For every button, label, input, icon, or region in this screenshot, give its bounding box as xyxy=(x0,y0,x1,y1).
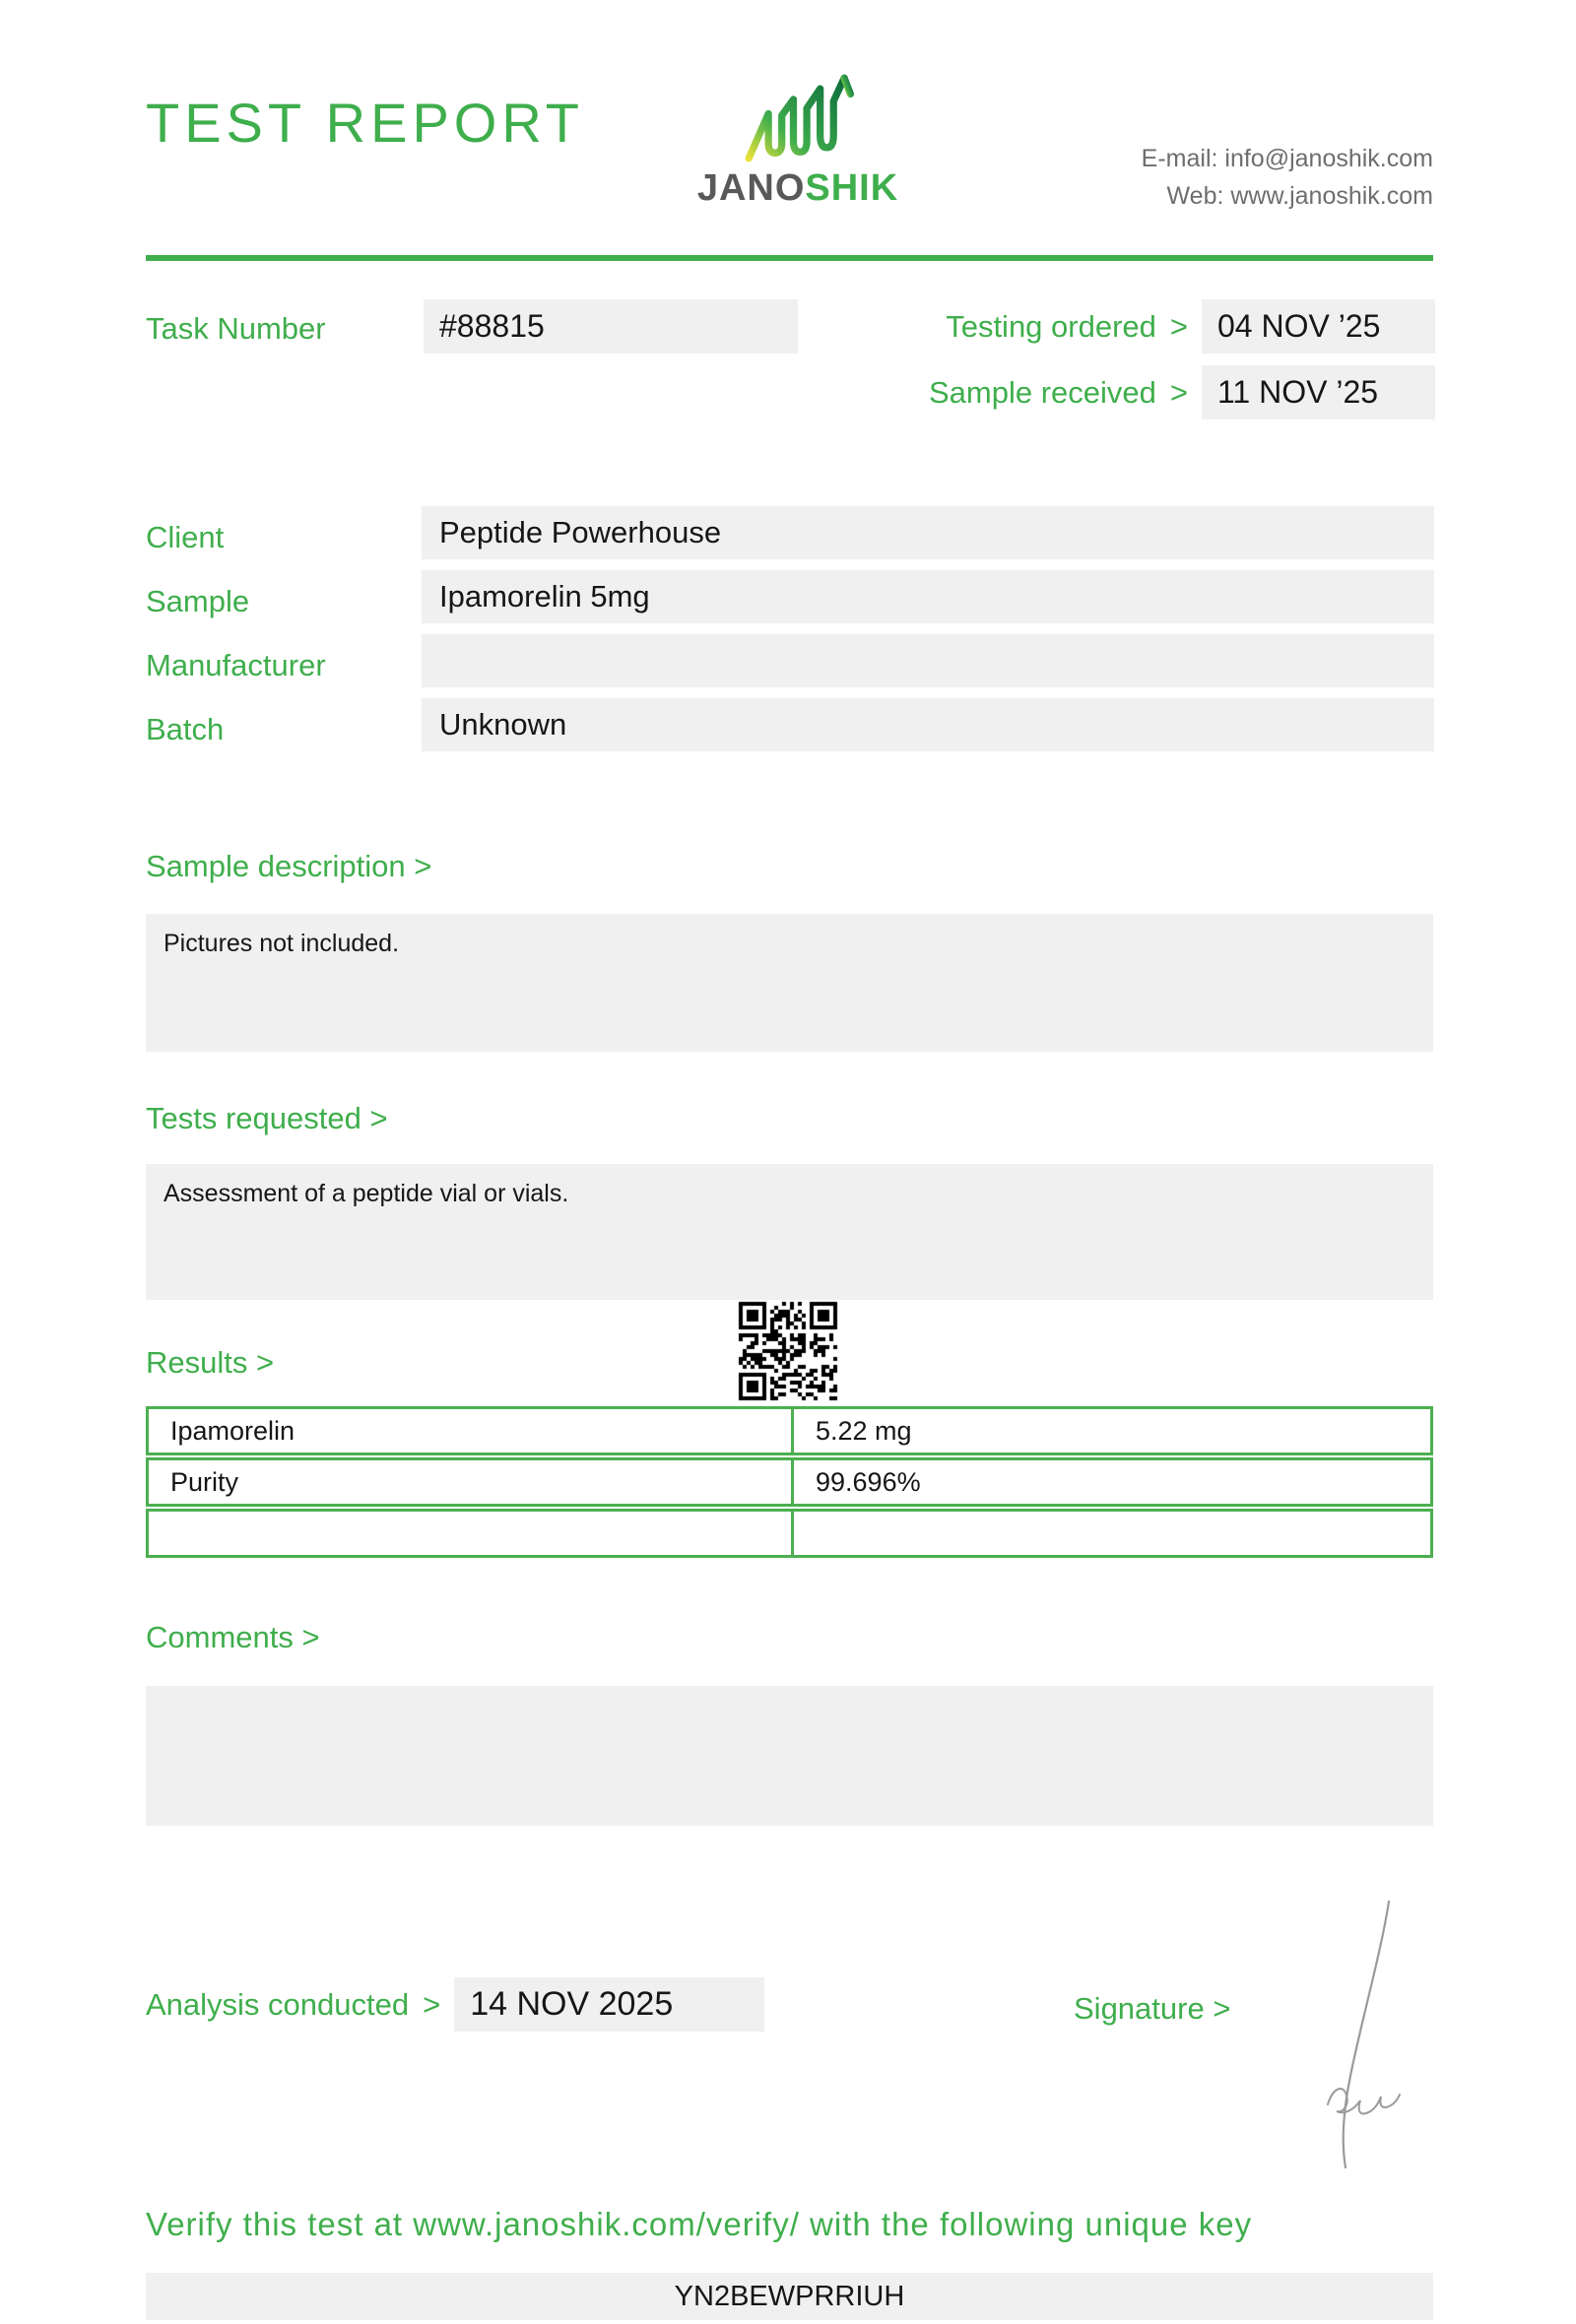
client-value: Peptide Powerhouse xyxy=(422,506,1434,559)
chevron-icon: > xyxy=(1169,374,1188,410)
comments-box xyxy=(146,1686,1433,1826)
tests-requested-box xyxy=(146,1164,1433,1300)
sample-received-value: 11 NOV ’25 xyxy=(1202,365,1435,420)
sample-description-heading: Sample description > xyxy=(146,849,432,883)
manufacturer-value xyxy=(422,634,1434,687)
client-label: Client xyxy=(146,520,225,554)
chart-growth-icon xyxy=(729,71,867,165)
signature-label: Signature > xyxy=(1074,1991,1231,2026)
sample-description-box xyxy=(146,914,1433,1052)
page-title: TEST REPORT xyxy=(146,92,585,154)
chevron-icon: > xyxy=(423,1986,441,2022)
logo-text-shik: SHIK xyxy=(805,167,899,209)
qr-code-icon xyxy=(737,1300,839,1402)
logo-text-jano: JANO xyxy=(696,167,806,209)
header-divider xyxy=(146,255,1433,261)
table-row xyxy=(146,1406,1433,1455)
testing-ordered-value: 04 NOV ’25 xyxy=(1202,299,1435,354)
tests-requested-text: Assessment of a peptide vial or vials. xyxy=(164,1180,569,1207)
comments-heading: Comments > xyxy=(146,1620,320,1654)
result-name-cell: Purity xyxy=(149,1460,794,1504)
sample-received-row xyxy=(929,365,1435,420)
sample-received-label: Sample received xyxy=(928,374,1156,410)
testing-ordered-row xyxy=(946,299,1435,354)
signature xyxy=(1290,1896,1428,2176)
result-name-cell xyxy=(149,1512,794,1555)
table-row xyxy=(146,1509,1433,1558)
analysis-date-value: 14 NOV 2025 xyxy=(454,1977,764,2032)
testing-ordered-label: Testing ordered xyxy=(946,308,1156,344)
contact-block xyxy=(1142,140,1433,215)
result-value-cell xyxy=(794,1512,1430,1555)
task-number-value: #88815 xyxy=(424,299,798,354)
batch-label: Batch xyxy=(146,712,225,746)
logo-wordmark xyxy=(650,167,946,210)
tests-requested-heading: Tests requested > xyxy=(146,1101,388,1135)
sample-label: Sample xyxy=(146,584,250,618)
batch-value: Unknown xyxy=(422,698,1434,751)
verify-text: Verify this test at www.janoshik.com/verify/ with the following unique key xyxy=(146,2206,1253,2242)
logo xyxy=(650,71,946,210)
analysis-conducted-label: Analysis conducted xyxy=(146,1986,410,2022)
result-value-cell: 5.22 mg xyxy=(816,1415,912,1446)
sample-value: Ipamorelin 5mg xyxy=(422,570,1434,623)
verify-key: YN2BEWPRRIUH xyxy=(146,2273,1433,2320)
contact-email: E-mail: info@janoshik.com xyxy=(1141,145,1433,172)
manufacturer-label: Manufacturer xyxy=(146,648,326,682)
results-heading: Results > xyxy=(146,1345,275,1380)
sample-description-text: Pictures not included. xyxy=(164,930,400,957)
contact-web: Web: www.janoshik.com xyxy=(1166,182,1433,210)
task-number-label: Task Number xyxy=(146,311,326,346)
result-name-cell: Ipamorelin xyxy=(149,1409,794,1452)
table-row xyxy=(146,1457,1433,1507)
analysis-conducted-row xyxy=(146,1977,764,2032)
result-value-cell: 99.696% xyxy=(816,1466,921,1497)
results-table xyxy=(146,1406,1433,1560)
chevron-icon: > xyxy=(1169,308,1188,344)
